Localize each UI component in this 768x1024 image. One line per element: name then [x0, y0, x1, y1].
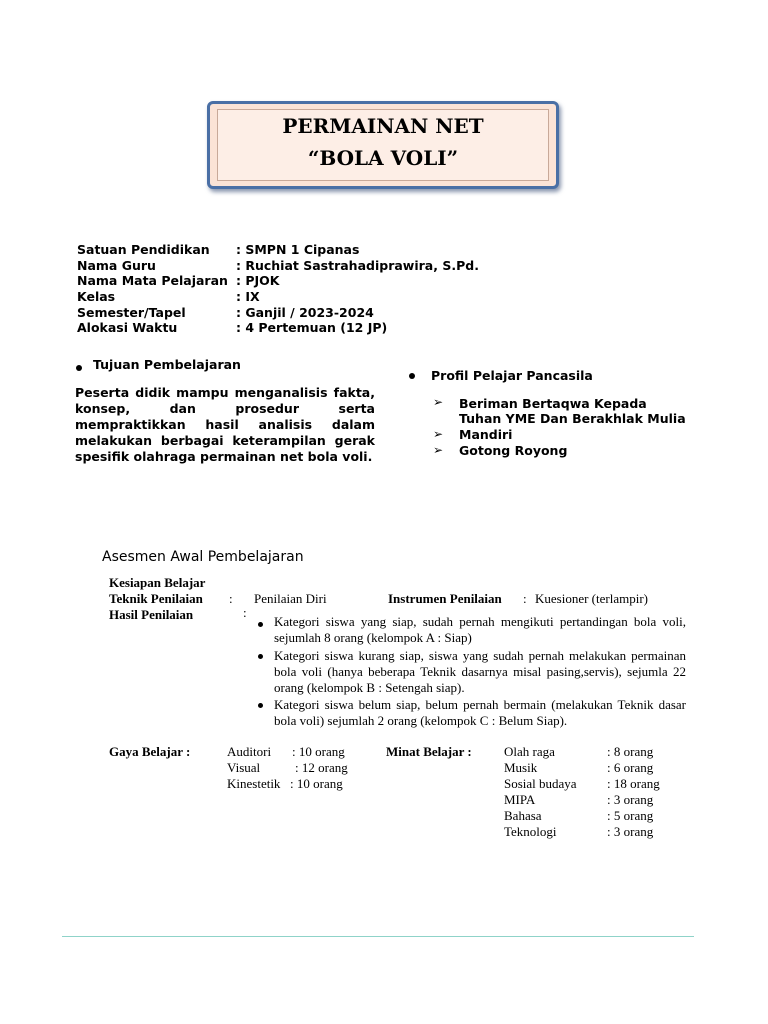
info-value: : 4 Pertemuan (12 JP)	[236, 320, 388, 335]
minat-value: : 3 orang	[607, 824, 654, 839]
footer-divider	[62, 936, 694, 937]
arrow-bullet-icon: ➢	[433, 443, 444, 457]
info-label: Nama Mata Pelajaran	[77, 273, 228, 288]
minat-name: Olah raga	[504, 744, 555, 759]
minat-value: : 5 orang	[607, 808, 654, 823]
gaya-label: Gaya Belajar :	[109, 744, 191, 759]
tujuan-body: Peserta didik mampu menganalisis fakta, konsep, dan prosedur serta mempraktikkan hasil analisis dalam melakukan berbagai keterampilan gerak spesifik olahraga permainan net bola voli.	[75, 385, 375, 464]
hasil-colon: :	[243, 605, 247, 620]
hasil-item-2: Kategori siswa kurang siap, siswa yang sudah pernah melakukan permainan bola voli (hanya beberapa Teknik dasarnya misal pasing,servis), sejumla 22 orang (kelompok B : Setengah siap).	[274, 648, 686, 695]
minat-name: Teknologi	[504, 824, 557, 839]
bullet-icon	[409, 373, 415, 379]
info-label: Satuan Pendidikan	[77, 242, 210, 257]
info-value: : SMPN 1 Cipanas	[236, 242, 360, 257]
minat-value: : 6 orang	[607, 760, 654, 775]
minat-name: MIPA	[504, 792, 536, 807]
gaya-name: Kinestetik	[227, 776, 281, 791]
bullet-icon	[258, 654, 263, 659]
info-label: Semester/Tapel	[77, 305, 186, 320]
title-line-2: “BOLA VOLI”	[307, 146, 459, 170]
gaya-value: : 10 orang	[292, 744, 345, 759]
hasil-item-3: Kategori siswa belum siap, belum pernah bermain (melakukan Teknik dasar bola voli) sejumlah 2 orang (kelompok C : Belum Siap).	[274, 697, 686, 728]
info-value: : IX	[236, 289, 260, 304]
minat-name: Bahasa	[504, 808, 542, 823]
minat-value: : 3 orang	[607, 792, 654, 807]
minat-name: Sosial budaya	[504, 776, 577, 791]
gaya-name: Visual	[227, 760, 261, 775]
info-label: Nama Guru	[77, 258, 156, 273]
gaya-value: : 10 orang	[290, 776, 343, 791]
teknik-value: Penilaian Diri	[254, 591, 327, 606]
title-inner-frame	[217, 109, 549, 181]
gaya-name: Auditori	[227, 744, 272, 759]
info-label: Alokasi Waktu	[77, 320, 178, 335]
minat-label: Minat Belajar :	[386, 744, 472, 759]
info-label: Kelas	[77, 289, 116, 304]
teknik-colon: :	[229, 591, 233, 606]
instrumen-label: Instrumen Penilaian	[388, 591, 502, 606]
profil-item-2: Mandiri	[459, 427, 513, 442]
profil-item-1-line1: Beriman Bertaqwa Kepada	[459, 396, 647, 411]
asesmen-heading: Asesmen Awal Pembelajaran	[102, 549, 304, 565]
teknik-label: Teknik Penilaian	[109, 591, 203, 606]
bullet-icon	[258, 703, 263, 708]
gaya-value: : 12 orang	[295, 760, 348, 775]
title-line-1: PERMAINAN NET	[282, 114, 484, 138]
hasil-label: Hasil Penilaian	[109, 607, 194, 622]
minat-value: : 8 orang	[607, 744, 654, 759]
title-box	[207, 101, 559, 189]
hasil-item-1: Kategori siswa yang siap, sudah pernah mengikuti pertandingan bola voli, sejumlah 8 orang (kelompok A : Siap)	[274, 614, 686, 645]
arrow-bullet-icon: ➢	[433, 427, 444, 441]
info-value: : PJOK	[236, 273, 280, 288]
minat-value: : 18 orang	[607, 776, 660, 791]
bullet-icon	[76, 365, 82, 371]
info-value: : Ruchiat Sastrahadiprawira, S.Pd.	[236, 258, 479, 273]
minat-name: Musik	[504, 760, 538, 775]
profil-item-3: Gotong Royong	[459, 443, 568, 458]
tujuan-heading: Tujuan Pembelajaran	[93, 357, 241, 372]
bullet-icon	[258, 622, 263, 627]
instrumen-value: Kuesioner (terlampir)	[535, 591, 648, 606]
arrow-bullet-icon: ➢	[433, 395, 444, 409]
kesiapan-label: Kesiapan Belajar	[109, 575, 206, 590]
profil-item-1-line2: Tuhan YME Dan Berakhlak Mulia	[459, 411, 686, 426]
info-value: : Ganjil / 2023-2024	[236, 305, 374, 320]
instrumen-colon: :	[523, 591, 527, 606]
profil-heading: Profil Pelajar Pancasila	[431, 368, 593, 383]
